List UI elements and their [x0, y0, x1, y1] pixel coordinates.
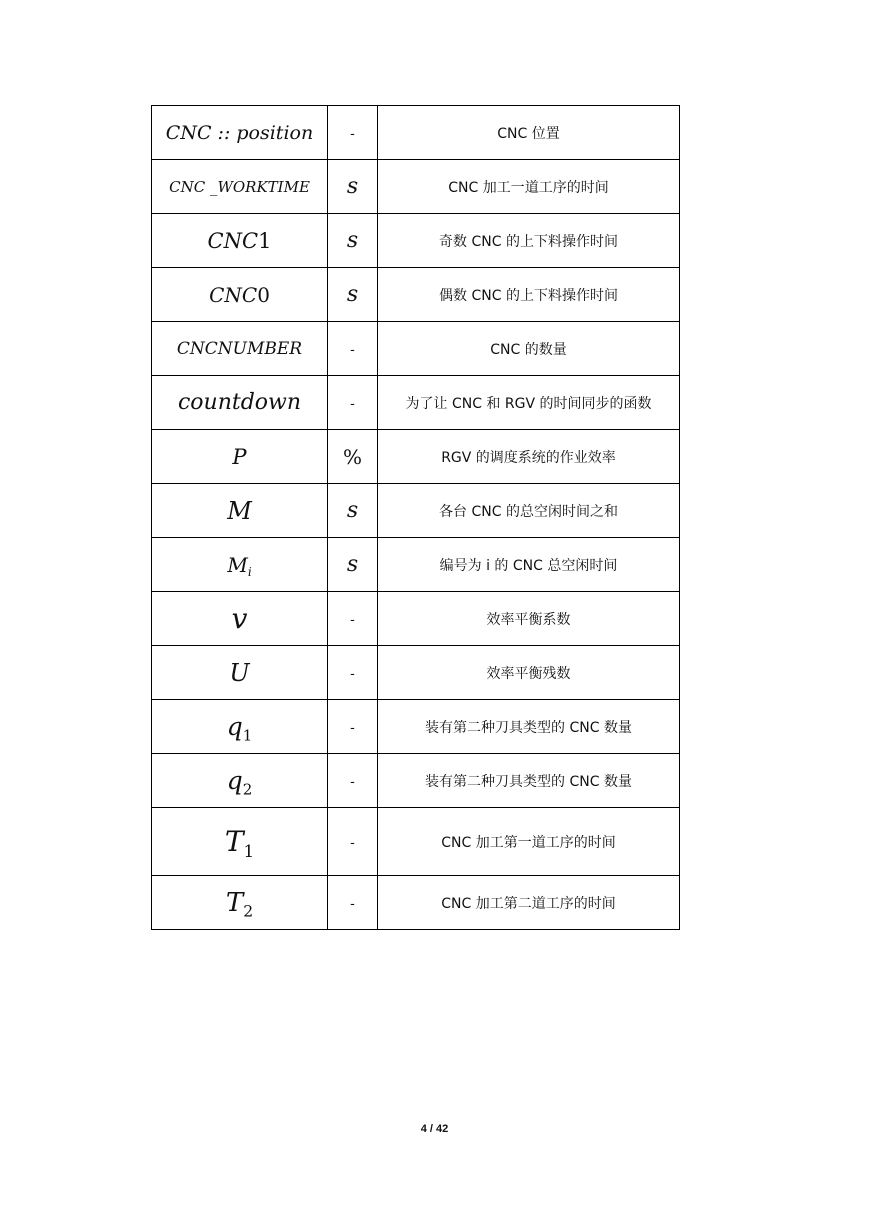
unit-cell	[328, 160, 378, 214]
description-text: 装有第二种刀具类型的 CNC 数量	[425, 773, 632, 790]
unit-text: -	[350, 667, 355, 682]
symbol-text: CNC _WORKTIME	[169, 178, 310, 196]
unit-text: s	[346, 174, 359, 199]
description-cell	[378, 214, 680, 268]
description-text: CNC 加工第一道工序的时间	[441, 834, 616, 851]
unit-text: -	[350, 343, 355, 358]
symbol-cell	[152, 322, 328, 376]
table-row	[152, 214, 680, 268]
unit-text: -	[350, 775, 355, 790]
table-row	[152, 876, 680, 930]
symbol-text: M	[227, 496, 252, 525]
description-cell	[378, 592, 680, 646]
description-cell	[378, 268, 680, 322]
unit-cell	[328, 646, 378, 700]
unit-cell	[328, 106, 378, 160]
description-text: 效率平衡残数	[486, 665, 571, 682]
description-cell	[378, 322, 680, 376]
symbol-cell	[152, 214, 328, 268]
symbol-cell	[152, 646, 328, 700]
unit-text: -	[350, 397, 355, 412]
description-text: 效率平衡系数	[486, 611, 571, 628]
description-text: 各台 CNC 的总空闲时间之和	[439, 503, 618, 520]
table-row	[152, 754, 680, 808]
symbol-cell	[152, 430, 328, 484]
symbol-text: $M_i$	[227, 552, 252, 579]
unit-cell	[328, 808, 378, 876]
unit-text: s	[346, 228, 359, 253]
unit-text: s	[346, 282, 359, 307]
symbol-cell	[152, 538, 328, 592]
description-text: 为了让 CNC 和 RGV 的时间同步的函数	[405, 395, 652, 412]
table-row	[152, 430, 680, 484]
symbol-cell	[152, 808, 328, 876]
description-cell	[378, 376, 680, 430]
description-text: CNC 的数量	[490, 341, 567, 358]
table-row	[152, 106, 680, 160]
symbol-text: U	[229, 658, 250, 687]
description-cell	[378, 160, 680, 214]
symbol-text: CNC0	[209, 282, 270, 307]
description-cell	[378, 430, 680, 484]
unit-cell	[328, 538, 378, 592]
symbol-text: CNCNUMBER	[176, 338, 303, 359]
symbol-cell	[152, 376, 328, 430]
unit-text: -	[350, 127, 355, 142]
table-row	[152, 538, 680, 592]
description-cell	[378, 808, 680, 876]
symbol-text: CNC :: position	[165, 121, 314, 144]
unit-cell	[328, 754, 378, 808]
symbol-text: $T_1$	[224, 825, 255, 861]
description-text: 偶数 CNC 的上下料操作时间	[439, 287, 618, 304]
symbol-text: P	[232, 444, 247, 469]
description-cell	[378, 646, 680, 700]
description-text: 编号为 i 的 CNC 总空闲时间	[439, 557, 618, 574]
unit-cell	[328, 322, 378, 376]
symbol-cell	[152, 754, 328, 808]
unit-cell	[328, 700, 378, 754]
symbol-text: $q_2$	[226, 766, 253, 799]
description-text: 装有第二种刀具类型的 CNC 数量	[425, 719, 632, 736]
table-row	[152, 268, 680, 322]
table-row	[152, 160, 680, 214]
unit-text: -	[350, 721, 355, 736]
table-row	[152, 322, 680, 376]
table-row	[152, 592, 680, 646]
unit-text: s	[346, 552, 359, 577]
symbol-cell	[152, 484, 328, 538]
unit-cell	[328, 214, 378, 268]
description-cell	[378, 106, 680, 160]
description-cell	[378, 876, 680, 930]
table-row	[152, 376, 680, 430]
symbol-cell	[152, 268, 328, 322]
unit-text: %	[342, 444, 362, 469]
symbol-table	[151, 105, 680, 930]
symbol-cell	[152, 876, 328, 930]
unit-cell	[328, 268, 378, 322]
page-number: 4 / 42	[420, 1123, 449, 1135]
unit-cell	[328, 876, 378, 930]
description-cell	[378, 700, 680, 754]
symbol-cell	[152, 592, 328, 646]
symbol-text: $q_1$	[226, 712, 253, 745]
symbol-cell	[152, 106, 328, 160]
symbol-text: countdown	[177, 390, 302, 415]
description-cell	[378, 538, 680, 592]
description-cell	[378, 484, 680, 538]
description-text: CNC 加工第二道工序的时间	[441, 895, 616, 912]
unit-text: s	[346, 498, 359, 523]
symbol-text: CNC1	[207, 228, 272, 253]
symbol-text: v	[231, 602, 248, 635]
table-row	[152, 808, 680, 876]
table-row	[152, 484, 680, 538]
unit-cell	[328, 592, 378, 646]
description-text: CNC 位置	[497, 125, 560, 142]
description-cell	[378, 754, 680, 808]
unit-text: -	[350, 836, 355, 851]
table-row	[152, 646, 680, 700]
description-text: 奇数 CNC 的上下料操作时间	[439, 233, 618, 250]
unit-text: -	[350, 613, 355, 628]
description-text: CNC 加工一道工序的时间	[448, 179, 609, 196]
description-text: RGV 的调度系统的作业效率	[441, 449, 616, 466]
symbol-cell	[152, 700, 328, 754]
unit-cell	[328, 484, 378, 538]
symbol-cell	[152, 160, 328, 214]
symbol-text: $T_2$	[225, 887, 254, 920]
unit-cell	[328, 430, 378, 484]
unit-cell	[328, 376, 378, 430]
table-row	[152, 700, 680, 754]
unit-text: -	[350, 897, 355, 912]
